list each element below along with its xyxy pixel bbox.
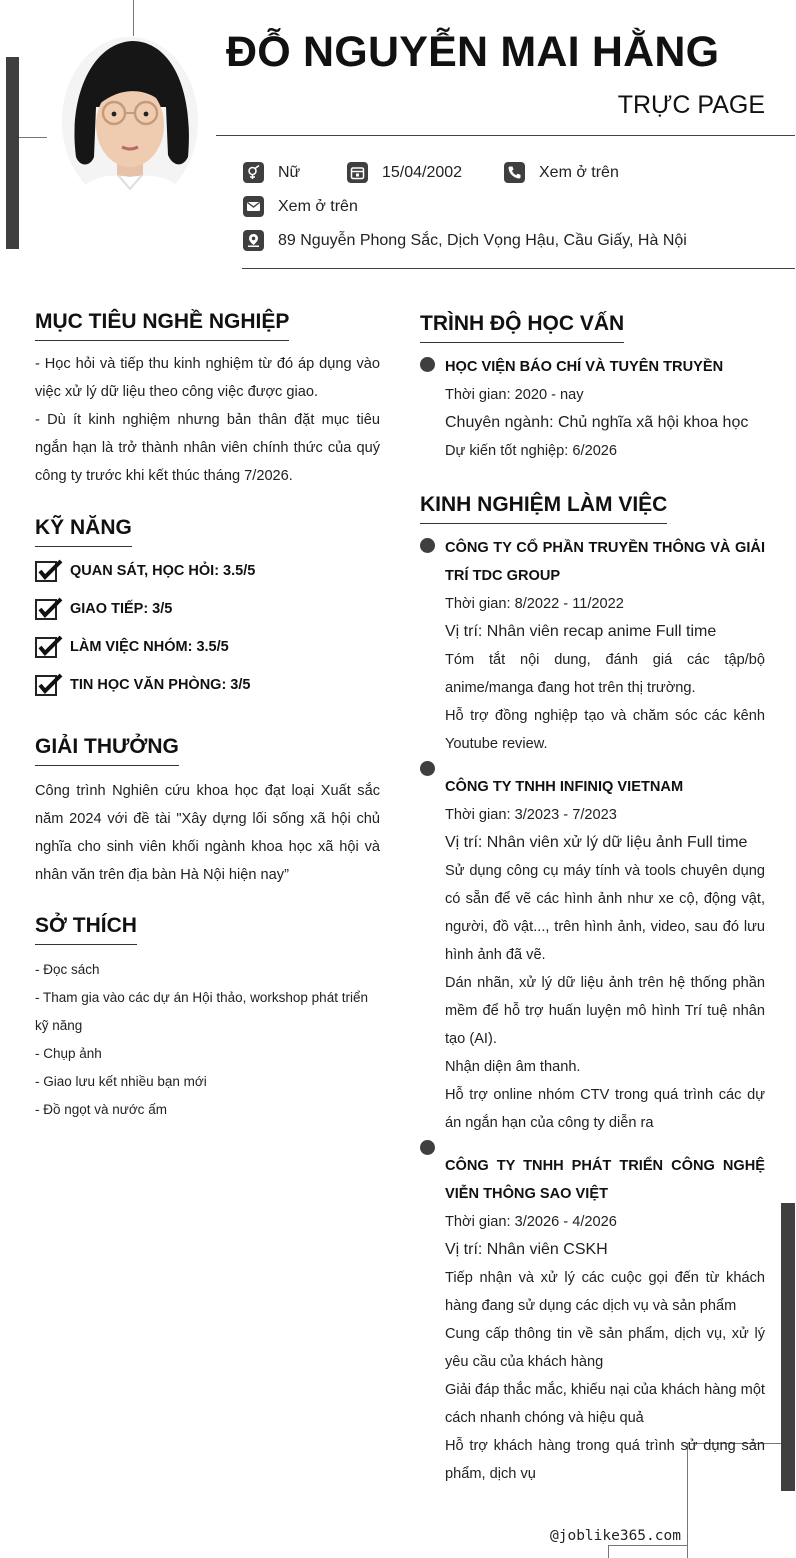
experience-entry	[445, 773, 765, 1137]
phone-icon	[504, 162, 525, 183]
job-task: Hỗ trợ khách hàng trong quá trình sử dụng sản phẩm, dịch vụ	[445, 1438, 765, 1482]
job-task: Hỗ trợ đồng nghiệp tạo và chăm sóc các kênh Youtube review.	[445, 708, 765, 752]
hobby-item: - Đồ ngọt và nước ấm	[35, 1102, 167, 1117]
checkbox-checked-icon	[35, 673, 63, 697]
job-task: Tóm tắt nội dung, đánh giá các tập/bộ anime/manga đang hot trên thị trường.	[445, 652, 765, 696]
job-role: Vị trí: Nhân viên xử lý dữ liệu ảnh Full time	[445, 834, 748, 851]
skill-item	[35, 635, 229, 659]
decor-line-left	[19, 137, 47, 138]
decor-line-top	[133, 0, 134, 36]
education-entry	[445, 353, 765, 465]
skill-item	[35, 597, 172, 621]
footer-watermark: @joblike365.com	[550, 1528, 681, 1544]
timeline-dot	[420, 357, 435, 372]
awards-title: GIẢI THƯỞNG	[35, 734, 179, 766]
hobbies-title: SỞ THÍCH	[35, 913, 137, 945]
gender-value: Nữ	[278, 163, 301, 181]
email-value: Xem ở trên	[278, 197, 358, 215]
objective-title: MỤC TIÊU NGHỀ NGHIỆP	[35, 309, 289, 341]
job-task: Giải đáp thắc mắc, khiếu nại của khách hàng một cách nhanh chóng và hiệu quả	[445, 1382, 765, 1426]
info-email	[243, 196, 358, 217]
skill-label: QUAN SÁT, HỌC HỎI: 3.5/5	[70, 563, 256, 579]
skill-item	[35, 673, 250, 697]
job-role: Vị trí: Nhân viên CSKH	[445, 1241, 608, 1258]
info-birthday	[347, 162, 462, 183]
decor-corner-vertical-2	[608, 1545, 609, 1558]
company-name: CÔNG TY CỔ PHẦN TRUYỀN THÔNG VÀ GIẢI TRÍ TDC GROUP	[445, 540, 765, 584]
education-title: TRÌNH ĐỘ HỌC VẤN	[420, 311, 624, 343]
info-address	[243, 230, 687, 251]
education-major: Chuyên ngành: Chủ nghĩa xã hội khoa học	[445, 414, 749, 431]
hobby-item: - Chụp ảnh	[35, 1046, 102, 1061]
job-task: Hỗ trợ online nhóm CTV trong quá trình các dự án ngắn hạn của công ty diễn ra	[445, 1087, 765, 1131]
location-icon	[243, 230, 264, 251]
candidate-name: ĐỖ NGUYỄN MAI HẰNG	[226, 28, 720, 76]
experience-entry	[445, 1152, 765, 1488]
skill-item	[35, 559, 255, 583]
gender-icon	[243, 162, 264, 183]
decor-bar-right	[781, 1203, 795, 1491]
skill-label: GIAO TIẾP: 3/5	[70, 601, 173, 617]
timeline-dot	[420, 761, 435, 776]
objective-text	[35, 350, 380, 490]
company-name: CÔNG TY TNHH PHÁT TRIỂN CÔNG NGHỆ VIỄN THÔNG SAO VIỆT	[445, 1158, 765, 1202]
hobby-item: - Tham gia vào các dự án Hội thảo, workshop phát triển kỹ năng	[35, 990, 368, 1033]
checkbox-checked-icon	[35, 559, 63, 583]
objective-line-1: - Học hỏi và tiếp thu kinh nghiệm từ đó áp dụng vào việc xử lý dữ liệu theo công việc được giao.	[35, 356, 380, 400]
hobbies-list	[35, 956, 380, 1124]
experience-entry	[445, 534, 765, 758]
experience-title: KINH NGHIỆM LÀM VIỆC	[420, 492, 667, 524]
objective-line-2: - Dù ít kinh nghiệm nhưng bản thân đặt mục tiêu ngắn hạn là trở thành nhân viên chính thức của quý công ty trước khi kết thúc tháng 7/2026.	[35, 412, 380, 484]
job-time: Thời gian: 3/2026 - 4/2026	[445, 1214, 617, 1230]
header-divider	[216, 135, 795, 136]
awards-text: Công trình Nghiên cứu khoa học đạt loại Xuất sắc năm 2024 với đề tài "Xây dựng lối sống xã hội chủ nghĩa cho sinh viên khối ngành khoa học xã hội và nhân văn trên địa bàn Hà Nội hiện nay”	[35, 783, 380, 883]
email-icon	[243, 196, 264, 217]
birthday-value: 15/04/2002	[382, 163, 463, 181]
school-name: HỌC VIỆN BÁO CHÍ VÀ TUYÊN TRUYỀN	[445, 359, 724, 375]
timeline-dot	[420, 538, 435, 553]
education-time: Thời gian: 2020 - nay	[445, 387, 584, 403]
job-position: TRỰC PAGE	[617, 91, 765, 119]
job-task: Sử dụng công cụ máy tính và tools chuyên dụng có sẵn để vẽ các hình ảnh như xe cộ, động vật, người, đồ vật..., trên hình ảnh, video, sau đó lưu hình ảnh đã vẽ.	[445, 863, 765, 963]
skill-label: TIN HỌC VĂN PHÒNG: 3/5	[70, 677, 251, 693]
address-value: 89 Nguyễn Phong Sắc, Dịch Vọng Hậu, Cầu Giấy, Hà Nội	[278, 231, 687, 249]
info-phone	[504, 162, 619, 183]
job-task: Nhận diện âm thanh.	[445, 1059, 581, 1075]
avatar	[62, 37, 198, 205]
job-role: Vị trí: Nhân viên recap anime Full time	[445, 623, 717, 640]
checkbox-checked-icon	[35, 597, 63, 621]
job-task: Tiếp nhận và xử lý các cuộc gọi đến từ khách hàng đang sử dụng các dịch vụ và sản phẩm	[445, 1270, 765, 1314]
job-time: Thời gian: 3/2023 - 7/2023	[445, 807, 617, 823]
company-name: CÔNG TY TNHH INFINIQ VIETNAM	[445, 779, 684, 795]
info-divider	[242, 268, 795, 269]
info-gender	[243, 162, 300, 183]
decor-corner-horizontal-2	[608, 1545, 688, 1546]
decor-bar-left	[6, 57, 19, 249]
hobby-item: - Giao lưu kết nhiều bạn mới	[35, 1074, 207, 1089]
skill-label: LÀM VIỆC NHÓM: 3.5/5	[70, 639, 229, 655]
job-task: Dán nhãn, xử lý dữ liệu ảnh trên hệ thống phần mềm để hỗ trợ huấn luyện mô hình Trí tuệ nhân tạo (AI).	[445, 975, 765, 1047]
job-time: Thời gian: 8/2022 - 11/2022	[445, 596, 624, 612]
job-task: Cung cấp thông tin về sản phẩm, dịch vụ, xử lý yêu cầu của khách hàng	[445, 1326, 765, 1370]
skills-title: KỸ NĂNG	[35, 515, 132, 547]
phone-value: Xem ở trên	[539, 163, 619, 181]
calendar-icon	[347, 162, 368, 183]
education-graduation: Dự kiến tốt nghiệp: 6/2026	[445, 443, 618, 459]
checkbox-checked-icon	[35, 635, 63, 659]
hobby-item: - Đọc sách	[35, 962, 100, 977]
timeline-dot	[420, 1140, 435, 1155]
